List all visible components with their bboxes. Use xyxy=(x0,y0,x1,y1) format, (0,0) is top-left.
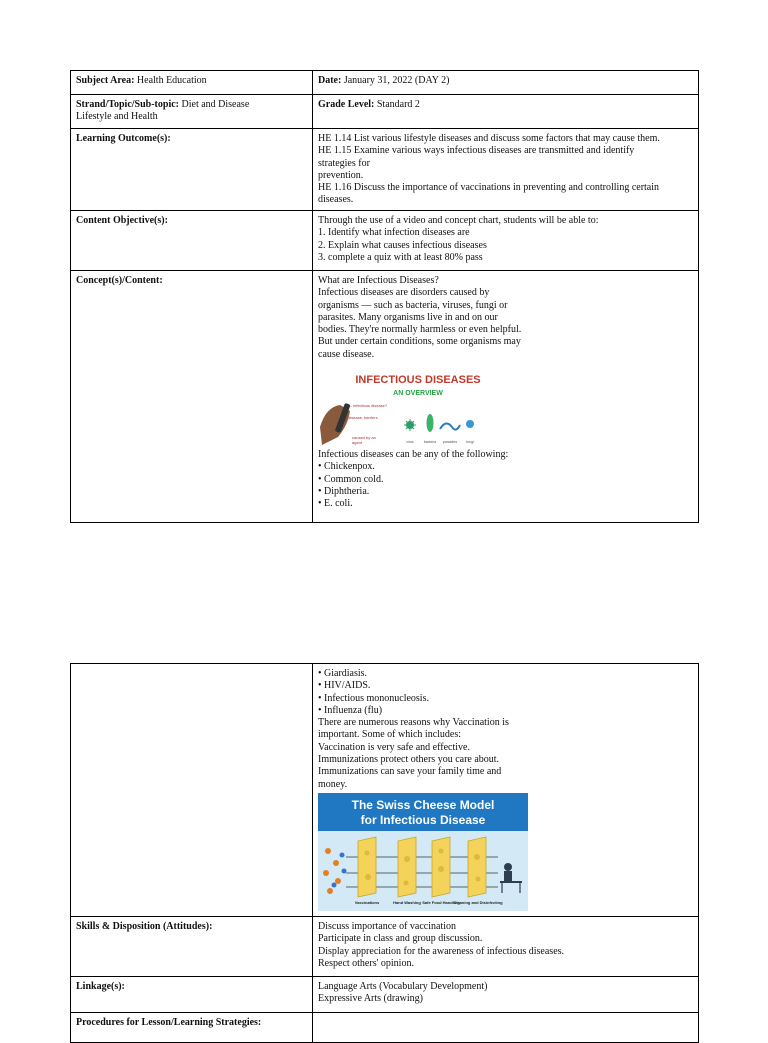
concept-line: Infectious diseases can be any of the following: xyxy=(318,449,509,461)
content-line: important. Some of which includes: xyxy=(318,729,462,741)
continued-label-cell xyxy=(71,664,313,917)
concept-line: But under certain conditions, some organisms may xyxy=(318,336,521,348)
caption-safe-food: Safe Food Handling xyxy=(422,899,460,905)
svg-text:— infectious disease?: — infectious disease? xyxy=(348,403,388,409)
content-line: There are numerous reasons why Vaccination is xyxy=(318,717,509,729)
table-row xyxy=(71,129,699,211)
svg-text:caused by an: caused by an xyxy=(352,435,376,441)
strand-value: Diet and Disease xyxy=(179,99,250,110)
concepts-cell xyxy=(313,271,699,523)
concept-line: What are Infectious Diseases? xyxy=(318,275,439,286)
caption-vaccinations: Vaccinations xyxy=(354,899,380,905)
concept-line: • Common cold. xyxy=(318,473,384,485)
date-label: Date: xyxy=(318,75,342,86)
outcome-line: strategies for xyxy=(318,157,370,169)
fungi-icon xyxy=(466,420,474,428)
skills-line: Discuss importance of vaccination xyxy=(318,920,457,932)
skills-label-cell xyxy=(71,916,313,976)
skills-line: Participate in class and group discussion. xyxy=(318,933,483,945)
procedures-label-cell xyxy=(71,1012,313,1042)
content-objectives-label-cell xyxy=(71,211,313,271)
subject-area-cell xyxy=(71,71,313,95)
date-cell xyxy=(313,71,699,95)
caption-parasites: parasites xyxy=(442,440,458,445)
strand-value-line2: Lifestyle and Health xyxy=(76,111,158,123)
content-line: • HIV/AIDS. xyxy=(318,680,371,692)
skills-line: Display appreciation for the awareness of infectious diseases. xyxy=(318,945,565,957)
subject-area-label: Subject Area: xyxy=(76,75,135,86)
outcome-line: prevention. xyxy=(318,169,364,181)
table-row xyxy=(71,1012,699,1042)
content-line: Immunizations can save your family time and xyxy=(318,766,502,778)
concept-line: • Chickenpox. xyxy=(318,461,375,473)
table-row xyxy=(71,976,699,1012)
swiss-cheese-model-image xyxy=(318,793,528,911)
table-row xyxy=(71,95,699,129)
caption-virus: virus xyxy=(406,440,414,445)
bacteria-icon xyxy=(427,414,434,432)
skills-line: Respect others' opinion. xyxy=(318,957,414,969)
strand-label: Strand/Topic/Sub-topic: xyxy=(76,99,179,110)
overview-title: INFECTIOUS DISEASES xyxy=(355,374,481,387)
procedures-label: Procedures for Lesson/Learning Strategies: xyxy=(76,1016,262,1028)
content-line: • Infectious mononucleosis. xyxy=(318,692,429,704)
cheese-slice-vaccinations xyxy=(358,837,376,897)
concept-line: • Diphtheria. xyxy=(318,485,370,497)
grade-level-value: Standard 2 xyxy=(374,99,420,110)
concept-line: bodies. They're normally harmless or even helpful. xyxy=(318,324,522,336)
content-line: • Influenza (flu) xyxy=(318,704,383,716)
table-row xyxy=(71,916,699,976)
content-line: Vaccination is very safe and effective. xyxy=(318,741,470,753)
caption-fungi: fungi xyxy=(466,440,474,445)
procedures-cell xyxy=(313,1012,699,1042)
objective-line: 1. Identify what infection diseases are xyxy=(318,227,470,239)
learning-outcomes-cell xyxy=(313,129,699,211)
strand-cell xyxy=(71,95,313,129)
skills-cell xyxy=(313,916,699,976)
subject-area-value: Health Education xyxy=(134,75,207,86)
grade-level-label: Grade Level: xyxy=(318,99,375,110)
infectious-diseases-overview-image xyxy=(318,367,483,449)
learning-outcomes-label-cell xyxy=(71,129,313,211)
concept-line: parasites. Many organisms live in and on our xyxy=(318,311,498,323)
svg-text:agent: agent xyxy=(352,440,363,446)
continued-content-cell xyxy=(313,664,699,917)
date-value: January 31, 2022 (DAY 2) xyxy=(341,75,450,86)
learning-outcomes-label: Learning Outcome(s): xyxy=(76,133,171,144)
table-row xyxy=(71,664,699,917)
outcome-line: HE 1.15 Examine various ways infectious diseases are transmitted and identify xyxy=(318,145,635,157)
table-row xyxy=(71,71,699,95)
outcome-line: diseases. xyxy=(318,194,354,206)
linkage-label: Linkage(s): xyxy=(76,980,125,992)
concept-line: organisms — such as bacteria, viruses, fungi or xyxy=(318,299,508,311)
swiss-title-line2: for Infectious Disease xyxy=(360,812,486,827)
content-line: Immunizations protect others you care about. xyxy=(318,754,500,766)
caption-hand-washing: Hand Washing xyxy=(393,899,421,905)
concepts-label: Concept(s)/Content: xyxy=(76,275,163,286)
cheese-slice-hand-washing xyxy=(398,837,416,897)
objective-line: Through the use of a video and concept chart, students will be able to: xyxy=(318,215,599,226)
content-objectives-cell xyxy=(313,211,699,271)
linkage-cell xyxy=(313,976,699,1012)
content-line: money. xyxy=(318,778,348,790)
skills-label: Skills & Disposition (Attitudes): xyxy=(76,920,213,932)
caption-cleaning: Cleaning and Disinfecting xyxy=(453,899,503,905)
lesson-plan-table-page-1 xyxy=(70,70,699,523)
table-row xyxy=(71,271,699,523)
objective-line: 2. Explain what causes infectious diseases xyxy=(318,239,487,251)
lesson-plan-table-page-2 xyxy=(70,663,699,1043)
overview-subtitle: AN OVERVIEW xyxy=(393,390,443,398)
table-row xyxy=(71,211,699,271)
grade-level-cell xyxy=(313,95,699,129)
linkage-label-cell xyxy=(71,976,313,1012)
concepts-label-cell xyxy=(71,271,313,523)
outcome-line: HE 1.14 List various lifestyle diseases and discuss some factors that may cause them. xyxy=(318,133,660,144)
concept-line: • E. coli. xyxy=(318,498,353,510)
concept-line: Infectious diseases are disorders caused by xyxy=(318,287,490,299)
content-line: • Giardiasis. xyxy=(318,668,368,679)
objective-line: 3. complete a quiz with at least 80% pass xyxy=(318,251,483,263)
swiss-title-line1: The Swiss Cheese Model xyxy=(351,797,495,812)
outcome-line: HE 1.16 Discuss the importance of vaccinations in preventing and controlling certain xyxy=(318,182,660,194)
linkage-line: Language Arts (Vocabulary Development) xyxy=(318,980,488,992)
svg-text:disease: barriers: disease: barriers xyxy=(348,415,378,421)
linkage-line: Expressive Arts (drawing) xyxy=(318,993,423,1005)
concept-line: cause disease. xyxy=(318,348,375,360)
cheese-slice-cleaning xyxy=(468,837,486,897)
caption-bacteria: bacteria xyxy=(423,440,437,445)
content-objectives-label: Content Objective(s): xyxy=(76,215,168,226)
cheese-slice-safe-food xyxy=(432,837,450,897)
